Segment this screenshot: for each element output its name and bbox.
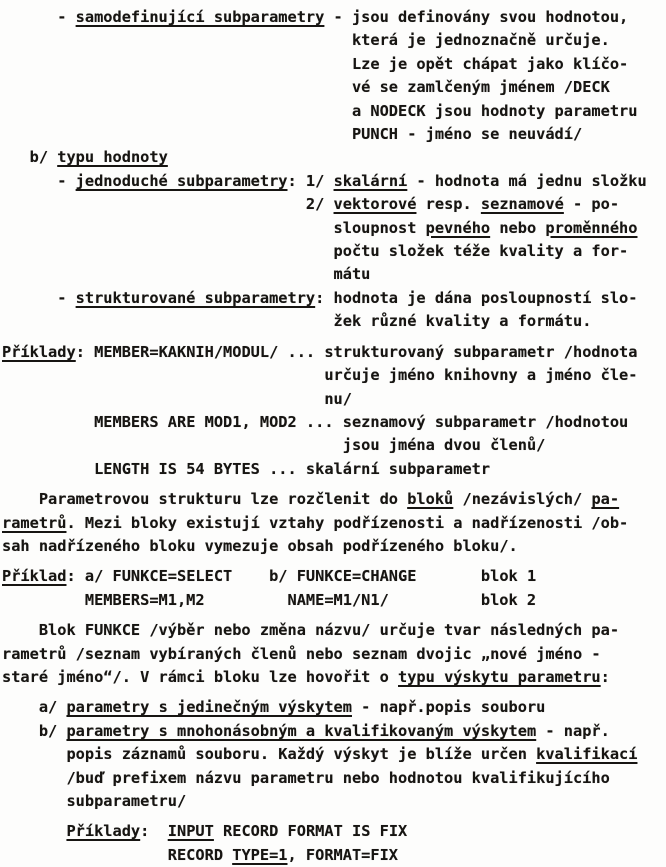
text-run: RECORD [167, 845, 233, 864]
document-line [2, 743, 666, 766]
document-line [2, 696, 666, 719]
underlined-term: bloků [407, 490, 454, 509]
document-line [2, 434, 666, 457]
document-line [2, 29, 666, 52]
text-run: která je jednoznačně určuje. [351, 31, 610, 50]
document-line [2, 388, 666, 411]
text-run: : [140, 822, 168, 841]
document-line [2, 535, 666, 558]
underlined-term: pevného [425, 218, 491, 237]
text-run: - např.popis souboru [351, 698, 546, 717]
document-line [2, 287, 666, 310]
document-line [2, 666, 666, 689]
text-run: staré jméno“/. V rámci bloku lze hovořit o [2, 667, 399, 686]
document-line [2, 364, 666, 387]
text-run: MEMBERS ARE MOD1, MOD2 ... seznamový subparametr /hodnotou [94, 412, 629, 431]
text-run: - např. [536, 721, 610, 740]
text-run: nebo [490, 218, 546, 237]
text-run: : a/ FUNKCE=SELECT b/ FUNKCE=CHANGE blok 1 [66, 567, 537, 586]
text-run: Blok FUNKCE /výběr nebo změna názvu/ určuje tvar následných pa- [38, 621, 620, 640]
text-run: vé se zamlčeným jménem /DECK [351, 78, 610, 97]
document-line [2, 53, 666, 76]
text-run: - po- [563, 195, 620, 214]
document-line [2, 240, 666, 263]
text-run: nu/ [324, 389, 352, 408]
text-run: jsou jména dvou členů/ [342, 436, 546, 455]
document-line [2, 488, 666, 511]
text-run: /buď prefixem názvu parametru nebo hodnotou kvalifikujícího [66, 768, 610, 787]
text-run: resp. [416, 195, 481, 214]
underlined-term: TYPE=1 [232, 845, 288, 864]
text-run: . Mezi bloky existují vztahy podřízenosti a nadřízenosti /ob- [66, 513, 629, 532]
document-line [2, 589, 666, 612]
text-run: - hodnota má jednu složku [407, 171, 647, 190]
document-line [2, 565, 666, 588]
underlined-term: Příklady [66, 822, 141, 841]
underlined-term: rametrů [2, 513, 67, 532]
text-run: sloupnost [333, 218, 426, 237]
text-run: : 1/ [287, 171, 334, 190]
document-line [2, 341, 666, 364]
text-run: - [57, 288, 76, 307]
text-run: : [600, 667, 610, 686]
text-run: /nezávislých/ [453, 490, 592, 509]
underlined-term: INPUT [167, 822, 214, 841]
underlined-term: kvalifikací [536, 745, 638, 764]
underlined-term: parametry s jedinečným výskytem [66, 698, 352, 717]
text-run: b/ [38, 721, 67, 740]
document-line [2, 844, 666, 867]
document-line [2, 411, 666, 434]
document-line [2, 767, 666, 790]
document-line [2, 790, 666, 813]
document-line [2, 217, 666, 240]
underlined-term: parametry s mnohonásobným a kvalifikovaným výskytem [66, 721, 537, 740]
text-run: subparametru/ [66, 792, 187, 810]
document-line [2, 170, 666, 193]
underlined-term: seznamové [480, 195, 564, 214]
text-run: určuje jméno knihovny a jméno čle- [324, 366, 638, 385]
text-run: mátu [333, 265, 371, 284]
underlined-term: jednoduché subparametry [75, 171, 288, 190]
document-line [2, 720, 666, 743]
document-line [2, 6, 666, 29]
text-run: 2/ [305, 195, 334, 214]
document-line [2, 512, 666, 535]
text-run: - jsou definovány svou hodnotou, [324, 8, 629, 26]
text-run: rametrů /seznam vybíraných členů nebo seznam dvojic „nové jméno - [2, 644, 601, 663]
document-line [2, 458, 666, 481]
document-line [2, 193, 666, 216]
document-line [2, 263, 666, 286]
text-run: Lze je opět chápat jako klíčo- [351, 54, 629, 73]
text-run: b/ [29, 148, 58, 167]
underlined-term: typu výskytu parametru [398, 667, 601, 686]
underlined-term: pa- [591, 490, 620, 509]
document-line [2, 100, 666, 123]
text-run: PUNCH - jméno se neuvádí/ [351, 125, 583, 144]
document-line [2, 146, 666, 169]
text-run: počtu složek téže kvality a for- [333, 242, 629, 261]
document-line [2, 820, 666, 843]
underlined-term: proměnného [545, 218, 638, 237]
text-run: RECORD FORMAT IS FIX [213, 822, 408, 841]
text-run: , FORMAT=FIX [287, 845, 399, 864]
text-run: - [57, 171, 76, 190]
text-run: MEMBERS=M1,M2 NAME=M1/N1/ blok 2 [84, 590, 537, 609]
document-line [2, 310, 666, 333]
underlined-term: strukturované subparametry [75, 288, 316, 307]
text-run: LENGTH IS 54 BYTES ... skalární subparametr [94, 459, 491, 478]
underlined-term: samodefinující subparametry [75, 8, 325, 26]
text-run: popis záznamů souboru. Každý výskyt je blíže určen [66, 745, 537, 764]
document-line [2, 76, 666, 99]
underlined-term: vektorové [333, 195, 417, 214]
text-run: Parametrovou strukturu lze rozčlenit do [38, 490, 408, 509]
document-line [2, 643, 666, 666]
text-run: a/ [38, 698, 67, 717]
text-run: - [57, 8, 76, 26]
text-run: : hodnota je dána posloupností slo- [315, 288, 638, 307]
underlined-term: Příklady [2, 342, 76, 361]
underlined-term: skalární [333, 171, 408, 190]
underlined-term: typu hodnoty [57, 148, 168, 167]
text-run: žek různé kvality a formátu. [333, 312, 592, 331]
document-line [2, 123, 666, 146]
text-run: sah nadřízeného bloku vymezuje obsah podřízeného bloku/. [2, 536, 518, 555]
text-run: : MEMBER=KAKNIH/MODUL/ ... strukturovaný subparametr /hodnota [75, 342, 638, 361]
underlined-term: Příklad [2, 567, 67, 586]
text-run: a NODECK jsou hodnoty parametru [351, 101, 638, 120]
document-lines [2, 6, 666, 867]
document-line [2, 619, 666, 642]
